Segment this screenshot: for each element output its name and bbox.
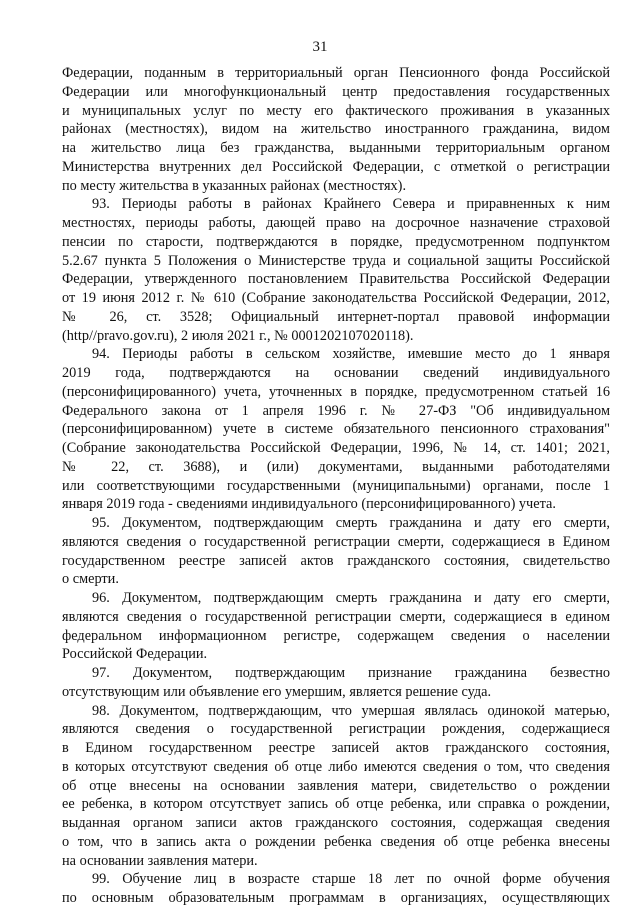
text-line: являются сведения о государственной регистрации смерти, содержащиеся в едином <box>62 608 610 625</box>
text-line: Федерации, утвержденного постановлением Правительства Российской Федерации <box>62 271 610 288</box>
text-line: федеральном информационном регистре, содержащем сведения о населении <box>62 627 610 644</box>
text-line: в которых отсутствуют сведения об отце либо имеются сведения о том, что сведения <box>62 758 610 775</box>
text-line: на жительство лица без гражданства, выданными территориальным органом <box>62 140 610 156</box>
text-line: от 19 июня 2012 г. № 610 (Собрание законодательства Российской Федерации, 2012, <box>62 290 610 306</box>
text-line: отсутствующим или объявление его умершим, является решение суда. <box>62 683 492 700</box>
text-line: являются сведения о государственной регистрации рождения, содержащиеся <box>62 721 610 738</box>
text-line: (персонифицированном) учете в системе обязательного пенсионного страхования" <box>62 421 610 438</box>
text-line: об отце внесены на основании заявления матери, свидетельство о рождении <box>62 777 610 794</box>
text-line: (Собрание законодательства Российской Федерации, 1996, № 14, ст. 1401; 2021, <box>62 440 610 456</box>
document-body <box>62 64 610 908</box>
text-line: Федерации или многофункциональный центр предоставления государственных <box>62 83 610 100</box>
text-line: № 22, ст. 3688), и (или) документами, выданными работодателями <box>62 458 610 475</box>
text-line: 5.2.67 пункта 5 Положения о Министерстве труда и социальной защиты Российской <box>62 252 610 269</box>
text-line: государственном реестре записей актов гражданского состояния, свидетельство <box>62 552 610 569</box>
text-line: января 2019 года - сведениями индивидуального (персонифицированного) учета. <box>62 496 556 513</box>
text-line: 96. Документом, подтверждающим смерть гражданина и дату его смерти, <box>92 590 610 606</box>
text-line: или соответствующими государственными (муниципальными) органами, после 1 <box>62 477 610 494</box>
text-line: о смерти. <box>62 571 119 588</box>
text-line: по месту жительства в указанных районах (местностях). <box>62 177 407 194</box>
text-line: районах (местностях), видом на жительство иностранного гражданина, видом <box>62 121 610 138</box>
text-line: являются сведения о государственной регистрации смерти, содержащиеся в Едином <box>62 533 610 550</box>
text-line: местностях, периоды работы, дающей право на досрочное назначение страховой <box>62 215 610 231</box>
text-line: пенсии по старости, подтверждаются в порядке, предусмотренном подпунктом <box>62 233 610 250</box>
text-line: 95. Документом, подтверждающим смерть гражданина и дату его смерти, <box>92 515 610 531</box>
text-line: 99. Обучение лиц в возрасте старше 18 лет по очной форме обучения <box>92 871 610 888</box>
text-line: по основным образовательным программам в организациях, осуществляющих <box>62 890 610 906</box>
text-line: 93. Периоды работы в районах Крайнего Севера и приравненных к ним <box>92 196 610 213</box>
text-line: Федерального закона от 1 апреля 1996 г. № 27-ФЗ "Об индивидуальном <box>62 402 610 419</box>
text-line: ее ребенка, в котором отсутствует запись об отце ребенка, или справка о рождении, <box>62 796 610 813</box>
text-line: (http//pravo.gov.ru), 2 июля 2021 г., № 0001202107020118). <box>62 327 414 344</box>
text-line: на основании заявления матери. <box>62 852 258 869</box>
text-line: Федерации, поданным в территориальный орган Пенсионного фонда Российской <box>62 65 610 81</box>
page-number: 31 <box>312 39 328 55</box>
text-line: 98. Документом, подтверждающим, что умершая являлась одинокой матерью, <box>92 702 610 719</box>
text-line: о том, что в запись акта о рождении ребенка сведения об отце ребенка внесены <box>62 833 610 850</box>
text-line: (персонифицированного) учета, уточненных в порядке, предусмотренном статьей 16 <box>62 383 610 400</box>
text-line: 94. Периоды работы в сельском хозяйстве, имевшие место до 1 января <box>92 346 610 363</box>
text-line: Министерства внутренних дел Российской Федерации, с отметкой о регистрации <box>62 158 610 175</box>
text-line: 2019 года, подтверждаются на основании сведений индивидуального <box>62 365 610 381</box>
text-line: 97. Документом, подтверждающим признание гражданина безвестно <box>92 665 610 681</box>
text-line: в Едином государственном реестре записей актов гражданского состояния, <box>62 740 610 756</box>
text-line: и муниципальных услуг по месту его фактического проживания в указанных <box>62 102 610 119</box>
text-line: Российской Федерации. <box>62 646 208 663</box>
text-line: № 26, ст. 3528; Официальный интернет-портал правовой информации <box>62 308 610 325</box>
text-line: выданная органом записи актов гражданского состояния, содержащая сведения <box>62 815 610 831</box>
